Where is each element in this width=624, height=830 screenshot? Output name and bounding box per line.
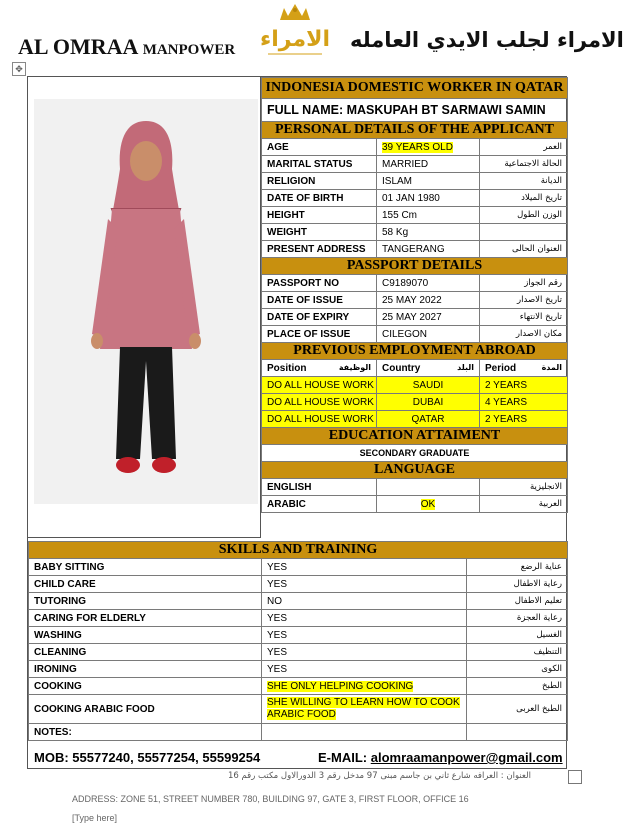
skill-value: YES <box>262 627 467 644</box>
table-row <box>262 326 568 343</box>
section-skills: SKILLS AND TRAINING <box>29 542 568 559</box>
table-row <box>262 411 568 428</box>
col-country: Country البلد <box>377 360 480 377</box>
field-value: 58 Kg <box>377 224 480 241</box>
move-anchor-icon[interactable]: ✥ <box>12 62 26 76</box>
checkbox[interactable] <box>568 770 582 784</box>
field-label-ar <box>480 224 568 241</box>
table-row <box>262 156 568 173</box>
skill-value: YES <box>262 559 467 576</box>
logo-text: الامراء <box>259 27 331 52</box>
table-row <box>29 627 568 644</box>
field-label-ar: الديانة <box>480 173 568 190</box>
table-row <box>262 275 568 292</box>
field-value: CILEGON <box>377 326 480 343</box>
table-row <box>29 559 568 576</box>
skill-label: CLEANING <box>29 644 262 661</box>
section-personal: PERSONAL DETAILS OF THE APPLICANT <box>262 122 568 139</box>
company-sub: MANPOWER <box>142 42 236 58</box>
table-row <box>29 593 568 610</box>
field-value <box>377 479 480 496</box>
table-row <box>262 241 568 258</box>
skill-label-ar: التنظيف <box>467 644 568 661</box>
skill-label: IRONING <box>29 661 262 678</box>
employment-period: 4 YEARS <box>480 394 568 411</box>
field-value: 01 JAN 1980 <box>377 190 480 207</box>
employment-position: DO ALL HOUSE WORK <box>262 377 377 394</box>
skill-value: NO <box>262 593 467 610</box>
table-row <box>29 644 568 661</box>
field-label-ar: رقم الجواز <box>480 275 568 292</box>
field-label: WEIGHT <box>262 224 377 241</box>
education-value: SECONDARY GRADUATE <box>262 445 568 462</box>
company-name-latin <box>18 34 235 60</box>
email-link[interactable]: alomraamanpower@gmail.com <box>370 750 563 765</box>
company-name: AL OMRAA <box>18 34 138 59</box>
field-label-ar: مكان الاصدار <box>480 326 568 343</box>
company-logo <box>250 2 340 64</box>
document-title: INDONESIA DOMESTIC WORKER IN QATAR <box>262 78 568 99</box>
notes-row <box>29 724 568 741</box>
notes-label: NOTES: <box>29 724 262 741</box>
full-name: FULL NAME: MASKUPAH BT SARMAWI SAMIN <box>262 99 568 122</box>
field-label: RELIGION <box>262 173 377 190</box>
table-row <box>262 224 568 241</box>
table-row <box>262 479 568 496</box>
field-label: PLACE OF ISSUE <box>262 326 377 343</box>
field-label-ar: الوزن الطول <box>480 207 568 224</box>
field-label-ar: العمر <box>480 139 568 156</box>
email-label: E-MAIL: <box>318 750 368 765</box>
field-label: MARITAL STATUS <box>262 156 377 173</box>
company-name-arabic: الامراء لجلب الايدي العامله <box>350 28 624 52</box>
field-label: PASSPORT NO <box>262 275 377 292</box>
notes-extra <box>467 724 568 741</box>
skill-value: SHE WILLING TO LEARN HOW TO COOK ARABIC FOOD <box>262 695 467 724</box>
info-table <box>261 77 568 513</box>
applicant-photo <box>34 99 258 504</box>
footer-placeholder[interactable]: [Type here] <box>72 813 118 823</box>
field-label-ar: تاريخ الاصدار <box>480 292 568 309</box>
table-row <box>29 678 568 695</box>
skill-value: YES <box>262 661 467 678</box>
skill-label-ar: رعاية العجزة <box>467 610 568 627</box>
field-value: TANGERANG <box>377 241 480 258</box>
table-row <box>262 207 568 224</box>
field-label-ar: تاريخ الانتهاء <box>480 309 568 326</box>
section-education: EDUCATION ATTAIMENT <box>262 428 568 445</box>
table-row <box>262 496 568 513</box>
skill-label-ar: الغسيل <box>467 627 568 644</box>
field-label: PRESENT ADDRESS <box>262 241 377 258</box>
skill-label: COOKING ARABIC FOOD <box>29 695 262 724</box>
employment-position: DO ALL HOUSE WORK <box>262 394 377 411</box>
mobile-numbers: MOB: 55577240, 55577254, 55599254 <box>34 750 261 765</box>
skill-label-ar: عناية الرضع <box>467 559 568 576</box>
email <box>318 750 563 765</box>
field-label: HEIGHT <box>262 207 377 224</box>
notes-value <box>262 724 467 741</box>
skill-label-ar: الطبخ <box>467 678 568 695</box>
skill-label: BABY SITTING <box>29 559 262 576</box>
field-value: OK <box>377 496 480 513</box>
table-row <box>29 576 568 593</box>
field-label: AGE <box>262 139 377 156</box>
field-value: 155 Cm <box>377 207 480 224</box>
field-label-ar: العنوان الحالى <box>480 241 568 258</box>
table-row <box>262 139 568 156</box>
employment-period: 2 YEARS <box>480 411 568 428</box>
section-passport: PASSPORT DETAILS <box>262 258 568 275</box>
skill-label: COOKING <box>29 678 262 695</box>
field-value: C9189070 <box>377 275 480 292</box>
table-row <box>262 173 568 190</box>
skill-value: SHE ONLY HELPING COOKING <box>262 678 467 695</box>
field-label: DATE OF ISSUE <box>262 292 377 309</box>
table-row <box>262 309 568 326</box>
skill-label-ar: تعليم الاطفال <box>467 593 568 610</box>
address-arabic: العنوان : العرافه شارع ثاني بن جاسم مبنى 97 مدخل رقم 3 الدورالاول مكتب رقم 16 <box>228 771 531 781</box>
table-row <box>262 377 568 394</box>
table-row <box>29 695 568 724</box>
field-label-ar: الحالة الاجتماعية <box>480 156 568 173</box>
section-employment: PREVIOUS EMPLOYMENT ABROAD <box>262 343 568 360</box>
skill-label: WASHING <box>29 627 262 644</box>
employment-country: DUBAI <box>377 394 480 411</box>
skill-value: YES <box>262 576 467 593</box>
field-value: ISLAM <box>377 173 480 190</box>
field-label: DATE OF BIRTH <box>262 190 377 207</box>
employment-position: DO ALL HOUSE WORK <box>262 411 377 428</box>
col-position: Position الوظيفة <box>262 360 377 377</box>
address-english: ADDRESS: ZONE 51, STREET NUMBER 780, BUILDING 97, GATE 3, FIRST FLOOR, OFFICE 16 <box>72 794 469 804</box>
skill-value: YES <box>262 644 467 661</box>
employment-header-row <box>262 360 568 377</box>
skills-table <box>28 541 568 741</box>
skill-label: CARING FOR ELDERLY <box>29 610 262 627</box>
table-row <box>29 661 568 678</box>
field-value: 25 MAY 2027 <box>377 309 480 326</box>
field-label-ar: تاريخ الميلاد <box>480 190 568 207</box>
skill-label: TUTORING <box>29 593 262 610</box>
field-value: 39 YEARS OLD <box>377 139 480 156</box>
field-value: MARRIED <box>377 156 480 173</box>
col-period: Period المدة <box>480 360 568 377</box>
table-row <box>262 394 568 411</box>
employment-country: SAUDI <box>377 377 480 394</box>
table-row <box>262 190 568 207</box>
field-label-ar: الانجليزية <box>480 479 568 496</box>
employment-period: 2 YEARS <box>480 377 568 394</box>
skill-label-ar: الطبخ العربى <box>467 695 568 724</box>
skill-value: YES <box>262 610 467 627</box>
field-label-ar: العربية <box>480 496 568 513</box>
skill-label: CHILD CARE <box>29 576 262 593</box>
field-label: DATE OF EXPIRY <box>262 309 377 326</box>
section-language: LANGUAGE <box>262 462 568 479</box>
field-value: 25 MAY 2022 <box>377 292 480 309</box>
table-row <box>262 292 568 309</box>
table-row <box>29 610 568 627</box>
skill-label-ar: رعاية الاطفال <box>467 576 568 593</box>
field-label: ENGLISH <box>262 479 377 496</box>
field-label: ARABIC <box>262 496 377 513</box>
skill-label-ar: الكوى <box>467 661 568 678</box>
employment-country: QATAR <box>377 411 480 428</box>
